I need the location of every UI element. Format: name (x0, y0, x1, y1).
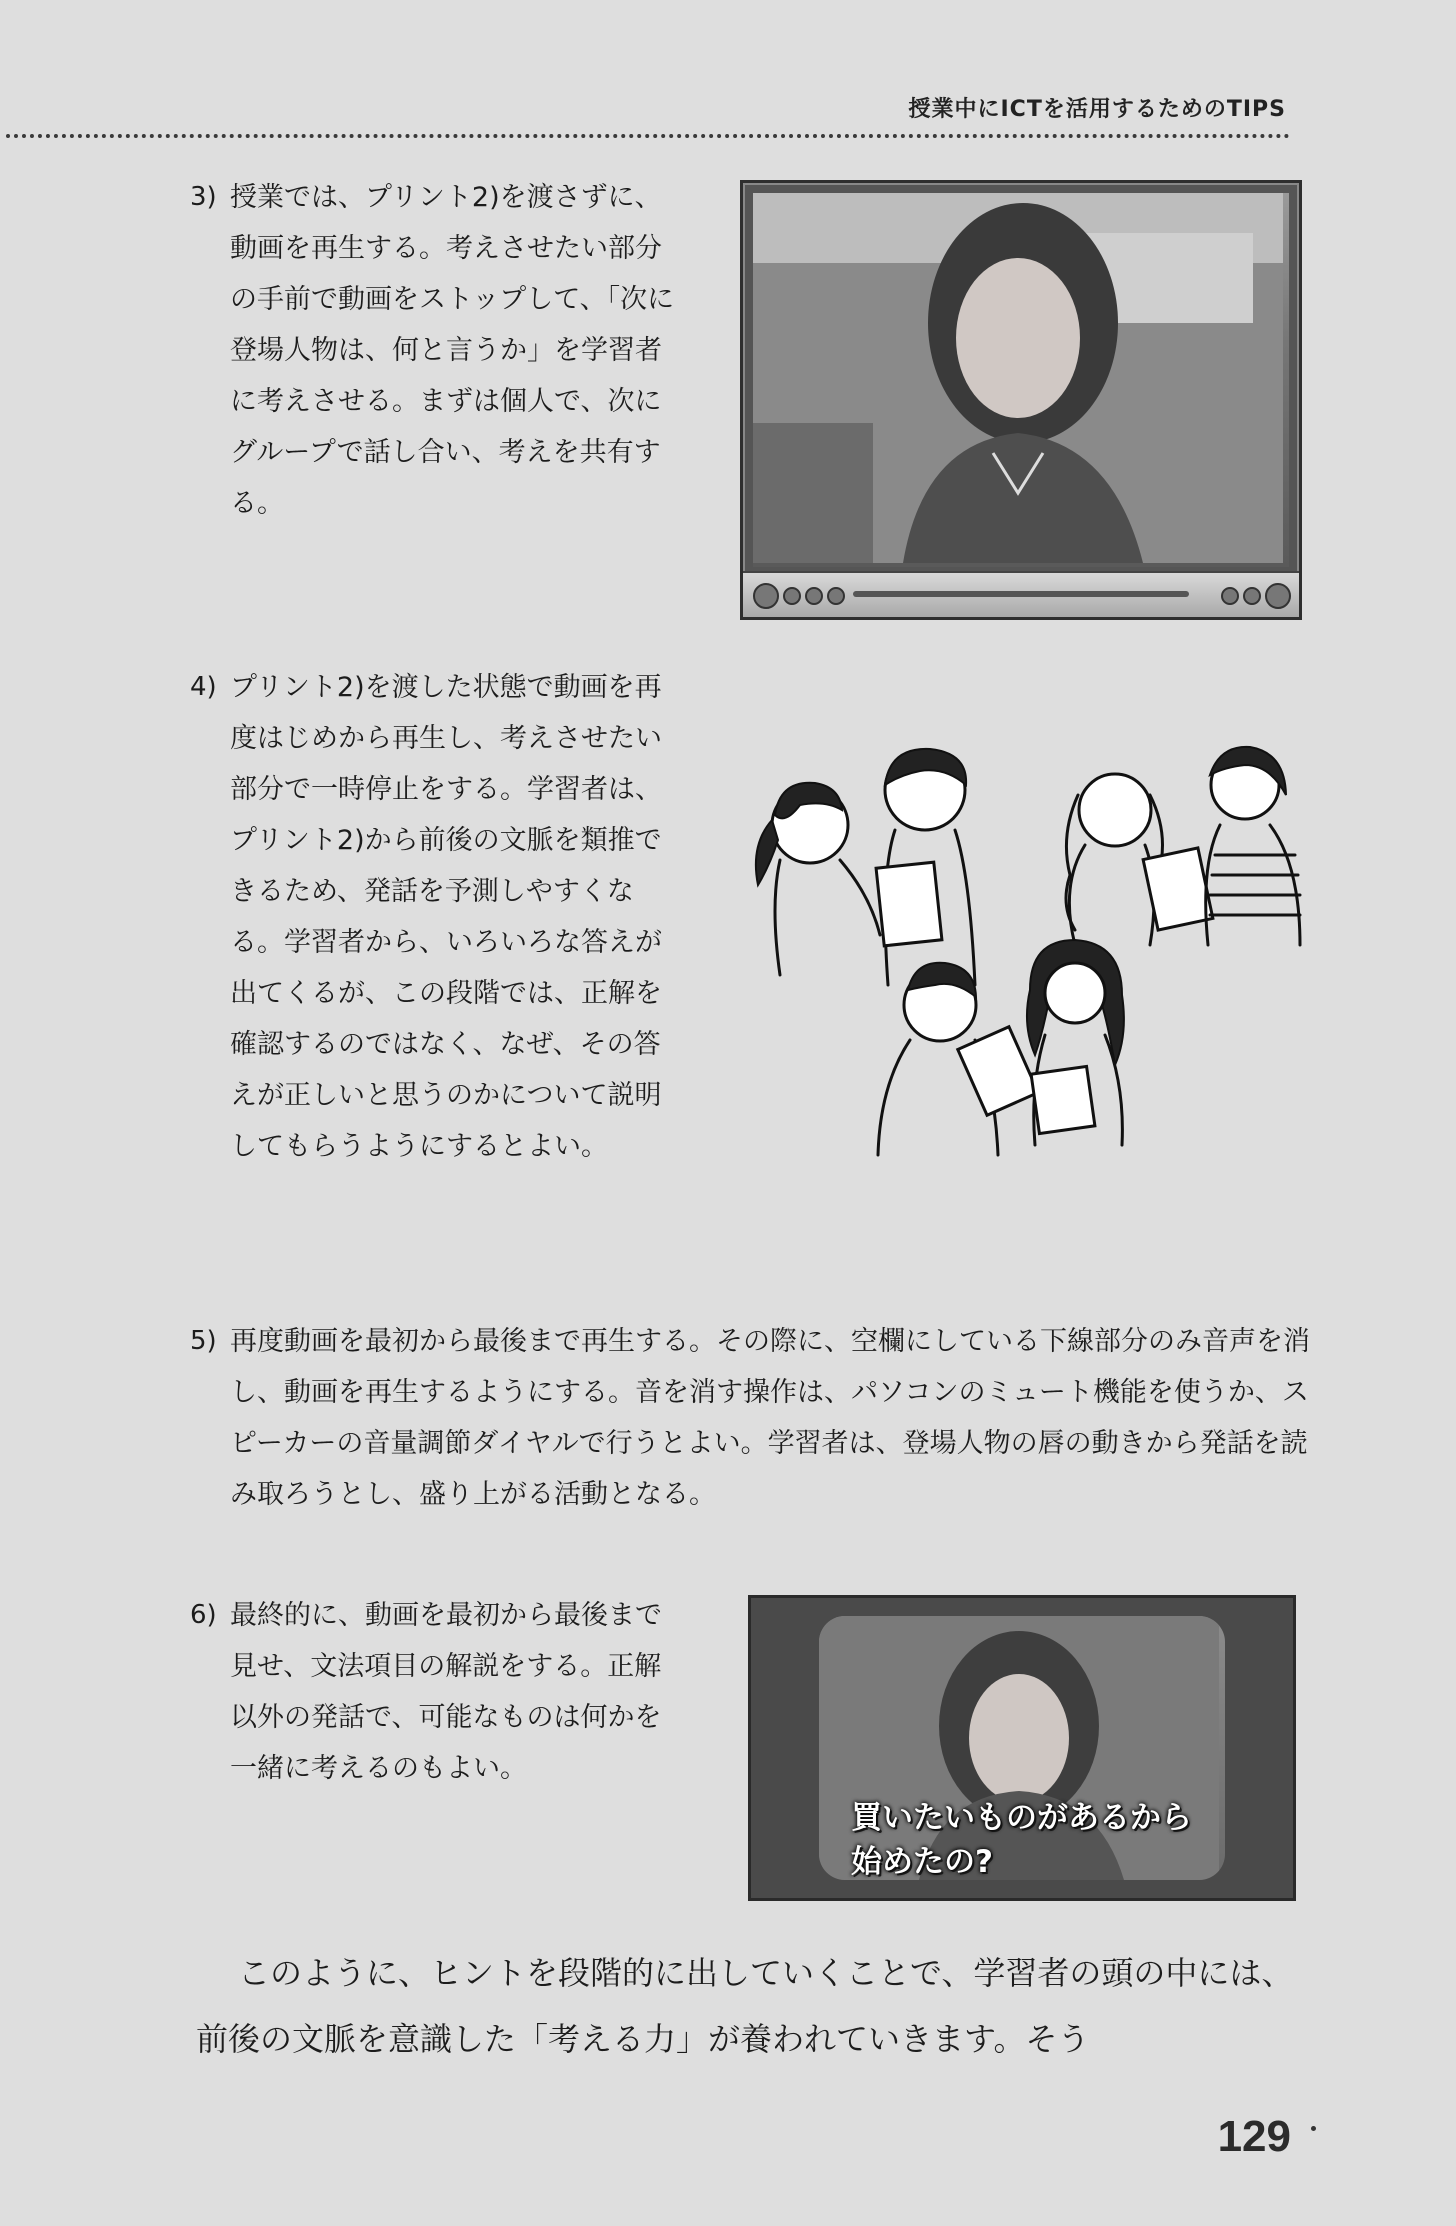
play-icon[interactable] (753, 583, 779, 609)
running-header: 授業中にICTを活用するためのTIPS (908, 97, 1286, 122)
step-3-text: 授業では、プリント2)を渡さずに、動画を再生する。考えさせたい部分の手前で動画をストップして、「次に登場人物は、何と言うか」を学習者に考えさせる。まずは個人で、次にグループで話し合い、考えを共有する。 (230, 182, 675, 519)
player-controls (743, 571, 1299, 617)
subtitle-line-1: 買いたいものがあるから (851, 1800, 1192, 1836)
step-5 (190, 1316, 1330, 1526)
step-5-number: 5) (190, 1326, 217, 1356)
student-figure-6 (1027, 940, 1124, 1145)
step-4 (190, 662, 690, 1262)
student-figure-4 (1206, 747, 1300, 945)
seek-bar[interactable] (853, 591, 1189, 597)
step-3-number: 3) (190, 182, 217, 212)
volume-icon[interactable] (1221, 587, 1239, 605)
fullscreen-icon[interactable] (1265, 583, 1291, 609)
subtitle-line-2: 始めたの? (851, 1844, 993, 1880)
header-dotted-rule (6, 134, 1290, 138)
step-6 (190, 1590, 690, 1810)
group-discussion-illustration (730, 735, 1320, 1165)
mute-icon[interactable] (1243, 587, 1261, 605)
video-frame (753, 193, 1289, 567)
closing-paragraph: このように、ヒントを段階的に出していくことで、学習者の頭の中には、前後の文脈を意識した「考える力」が養われていきます。そう (196, 1954, 1294, 2058)
video-scene-illustration (753, 193, 1283, 563)
student-figure-2 (876, 749, 975, 985)
student-figure-3 (1066, 774, 1213, 945)
subtitled-video-still (748, 1595, 1296, 1901)
student-figure-1 (756, 783, 880, 975)
step-4-number: 4) (190, 672, 217, 702)
forward-icon[interactable] (827, 587, 845, 605)
rewind-icon[interactable] (805, 587, 823, 605)
subtitle-caption (851, 1796, 1192, 1884)
step-3 (190, 172, 690, 552)
step-5-text: 再度動画を最初から最後まで再生する。その際に、空欄にしている下線部分のみ音声を消し、動画を再生するようにする。音を消す操作は、パソコンのミュート機能を使うか、スピーカーの音量調節ダイヤルで行うとよい。学習者は、登場人物の唇の動きから発話を読み取ろうとし、盛り上がる活動となる。 (230, 1326, 1310, 1510)
step-6-number: 6) (190, 1600, 217, 1630)
step-6-text: 最終的に、動画を最初から最後まで見せ、文法項目の解説をする。正解以外の発話で、可能なものは何かを一緒に考えるのもよい。 (230, 1600, 662, 1784)
stop-icon[interactable] (783, 587, 801, 605)
step-4-text: プリント2)を渡した状態で動画を再度はじめから再生し、考えさせたい部分で一時停止をする。学習者は、プリント2)から前後の文脈を類推できるため、発話を予測しやすくなる。学習者から、いろいろな答えが出てくるが、この段階では、正解を確認するのではなく、なぜ、その答えが正しいと思うのかについて説明してもらうようにするとよい。 (230, 672, 662, 1162)
page-dot (1311, 2126, 1316, 2131)
video-player-screenshot (740, 180, 1302, 620)
student-figure-5 (878, 963, 1038, 1155)
page-number: 129 (1217, 2112, 1291, 2161)
